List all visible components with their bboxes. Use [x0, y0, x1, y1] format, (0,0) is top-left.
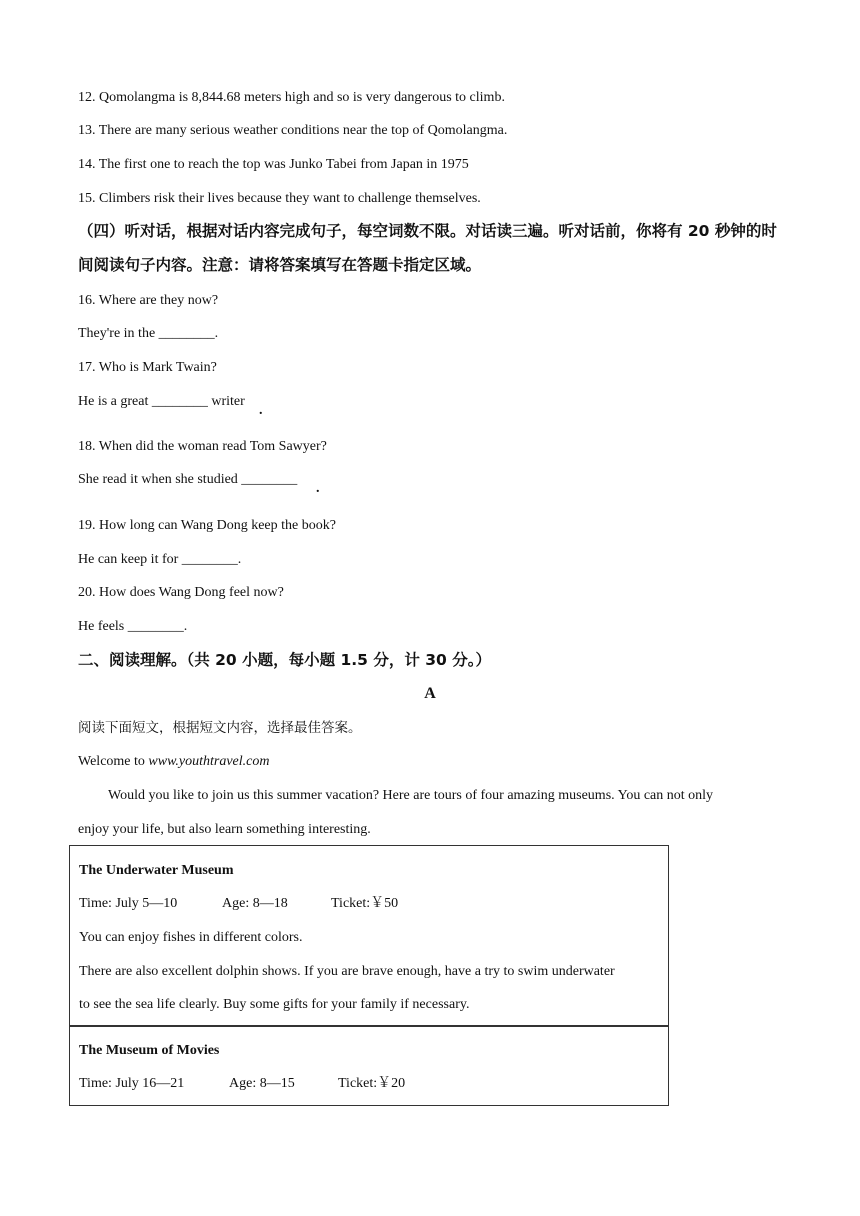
museum-time: Time: July 5—10: [79, 896, 178, 911]
part-2-heading: 二、阅读理解。（共 20 小题，每小题 1.5 分，计 30 分。）: [78, 651, 491, 669]
period-mark: .: [316, 481, 320, 496]
instruction: 阅读下面短文，根据短文内容，选择最佳答案。: [78, 720, 362, 736]
museum-age: Age: 8—18: [222, 896, 288, 911]
museum-age: Age: 8—15: [229, 1076, 295, 1091]
question-20: 20. How does Wang Dong feel now?: [78, 585, 284, 600]
museum-card-movies: [69, 1025, 669, 1106]
statement-15: 15. Climbers risk their lives because they want to challenge themselves.: [78, 191, 481, 206]
museum-name: The Underwater Museum: [79, 863, 234, 878]
answer-16: They're in the ________.: [78, 326, 219, 341]
museum-time: Time: July 16—21: [79, 1076, 185, 1091]
museum-desc-line: You can enjoy fishes in different colors.: [79, 930, 303, 945]
museum-desc-line: There are also excellent dolphin shows. If you are brave enough, have a try to swim underwater: [79, 964, 615, 979]
museum-ticket: Ticket:￥20: [338, 1076, 406, 1091]
website-url: www.youthtravel.com: [148, 754, 270, 769]
statement-13: 13. There are many serious weather conditions near the top of Qomolangma.: [78, 123, 508, 138]
museum-card-underwater: [69, 845, 669, 1027]
answer-20: He feels ________.: [78, 619, 188, 634]
answer-19: He can keep it for ________.: [78, 552, 242, 567]
passage-letter: A: [424, 685, 436, 702]
question-16: 16. Where are they now?: [78, 293, 219, 308]
welcome-line: [78, 752, 269, 772]
museum-name: The Museum of Movies: [79, 1043, 220, 1058]
period-mark: .: [259, 403, 263, 418]
question-19: 19. How long can Wang Dong keep the book?: [78, 518, 336, 533]
intro-line-2: enjoy your life, but also learn something interesting.: [78, 822, 371, 837]
answer-17: He is a great ________ writer: [78, 394, 245, 409]
museum-ticket: Ticket:￥50: [331, 896, 399, 911]
welcome-prefix: Welcome to: [78, 754, 149, 769]
section-4-heading: （四）听对话，根据对话内容完成句子，每空词数不限。对话读三遍。听对话前，你将有 20 秒钟的时间阅读句子内容。注意：请将答案填写在答题卡指定区域。: [78, 222, 777, 274]
intro-line-1: Would you like to join us this summer vacation? Here are tours of four amazing museums. You can not only: [108, 788, 714, 803]
answer-18: She read it when she studied ________: [78, 472, 298, 487]
question-18: 18. When did the woman read Tom Sawyer?: [78, 439, 327, 454]
statement-12: 12. Qomolangma is 8,844.68 meters high and so is very dangerous to climb.: [78, 90, 505, 105]
statement-14: 14. The first one to reach the top was Junko Tabei from Japan in 1975: [78, 157, 469, 172]
question-17: 17. Who is Mark Twain?: [78, 360, 217, 375]
museum-desc-line: to see the sea life clearly. Buy some gifts for your family if necessary.: [79, 997, 470, 1012]
